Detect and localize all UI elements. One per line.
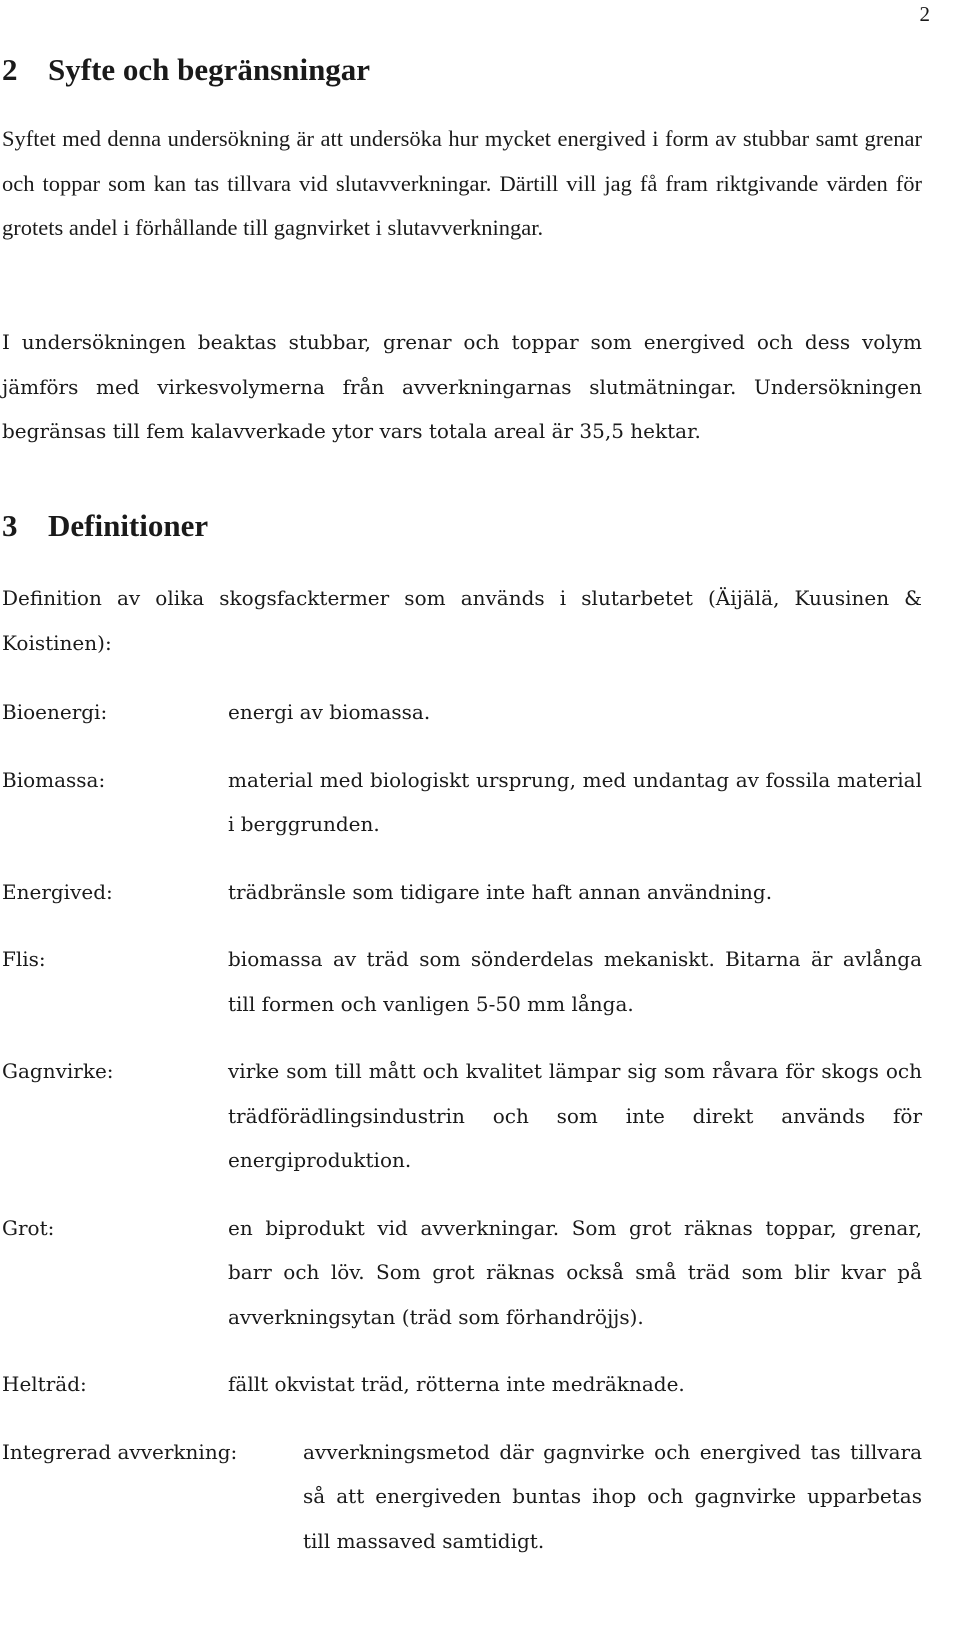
definition-text: material med biologiskt ursprung, med undantag av fossila material i berggrunden. <box>228 767 922 836</box>
definitions-intro: Definition av olika skogsfacktermer som används i slutarbetet (Äijälä, Kuusinen & Koistinen): <box>2 586 922 655</box>
definition-item <box>2 758 922 847</box>
definition-text: en biprodukt vid avverkningar. Som grot räknas toppar, grenar, barr och löv. Som grot räknas också små träd som blir kvar på avverkningsytan (träd som förhandröjjs). <box>228 1215 922 1329</box>
definition-text: energi av biomassa. <box>228 700 431 724</box>
definition-term: Grot: <box>2 1215 55 1240</box>
definition-item <box>2 1206 922 1340</box>
definition-text: trädbränsle som tidigare inte haft annan användning. <box>228 879 773 904</box>
definition-item <box>2 1049 922 1183</box>
section-number: 3 <box>2 508 18 543</box>
definition-term: Bioenergi: <box>2 700 108 724</box>
section-title: Definitioner <box>48 508 209 543</box>
section-title: Syfte och begränsningar <box>48 52 371 87</box>
section-heading-syfte <box>2 52 370 88</box>
definition-item <box>2 690 922 735</box>
definition-item <box>2 1430 922 1564</box>
definition-item <box>2 1362 922 1407</box>
syfte-paragraph: Syftet med denna undersökning är att undersöka hur mycket energived i form av stubbar samt grenar och toppar som kan tas tillvara vid slutavverkningar. Därtill vill jag få fram riktgivande värden för grotets andel i förhållande till gagnvirket i slutavverkningar. <box>2 126 922 240</box>
definition-term: Energived: <box>2 879 113 904</box>
definition-term: Flis: <box>2 947 46 971</box>
definitions-list <box>2 690 922 1563</box>
definition-text: fällt okvistat träd, rötterna inte medräknade. <box>228 1372 685 1396</box>
definition-term: Gagnvirke: <box>2 1059 114 1083</box>
definition-item <box>2 937 922 1026</box>
definition-text: biomassa av träd som sönderdelas mekaniskt. Bitarna är avlånga till formen och vanligen 5-50 mm långa. <box>228 947 922 1016</box>
section-heading-definitioner <box>2 508 208 544</box>
definition-term: Biomassa: <box>2 767 106 792</box>
section-number: 2 <box>2 52 18 87</box>
page-number: 2 <box>919 2 930 26</box>
definition-term: Integrerad avverkning: <box>2 1439 238 1464</box>
begransning-paragraph: I undersökningen beaktas stubbar, grenar och toppar som energived och dess volym jämförs med virkesvolymerna från avverkningarnas slutmätningar. Undersökningen begränsas till fem kalavverkade ytor vars totala areal är 35,5 hektar. <box>2 330 922 443</box>
definition-term: Helträd: <box>2 1372 87 1396</box>
definition-item <box>2 870 922 915</box>
definition-text: avverkningsmetod där gagnvirke och energived tas tillvara så att energiveden buntas ihop och gagnvirke upparbetas till massaved samtidigt. <box>303 1439 922 1553</box>
definition-text: virke som till mått och kvalitet lämpar sig som råvara för skogs och trädförädlingsindustrin och som inte direkt används för energiproduktion. <box>228 1059 922 1172</box>
